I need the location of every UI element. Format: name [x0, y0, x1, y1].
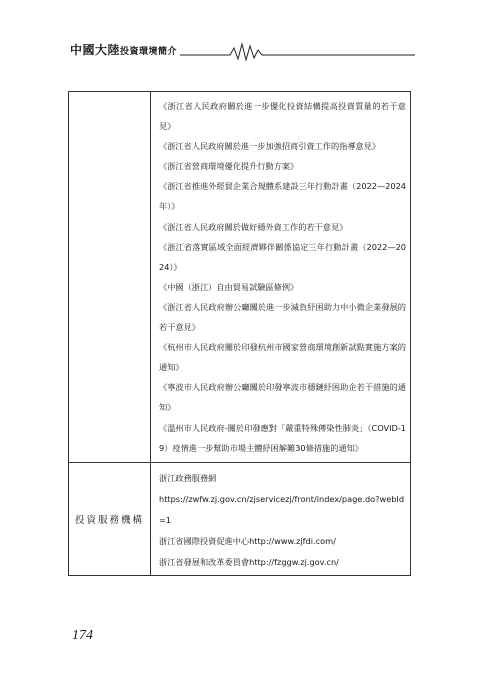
policy-item: 《浙江省人民政府關於做好穩外資工作的若干意見》	[159, 221, 348, 232]
header-title	[70, 41, 177, 58]
policy-item: 《浙江省人民政府關於進一步優化投資結構提高投資質量的若干意見》	[159, 101, 406, 132]
service-link[interactable]: 浙江省國際投資促進中心http://www.zjfdi.com/	[159, 535, 336, 546]
header-title-main: 中國大陸	[70, 43, 121, 57]
policy-label-cell	[69, 92, 151, 463]
service-row	[69, 462, 411, 575]
service-item: 浙江政務服務網	[159, 472, 217, 483]
policy-item: 《浙江省人民政府辦公廳關於進一步減負紓困助力中小微企業發展的若干意見》	[159, 301, 406, 333]
header-title-sub: 投資環境簡介	[120, 47, 178, 57]
policy-item: 《浙江省落實區域全面經濟夥伴關係協定三年行動計畫（2022—2024）》	[159, 241, 406, 272]
service-label: 投資服務機構	[69, 462, 151, 575]
policy-item: 《浙江省營商環境優化提升行動方案》	[159, 161, 299, 172]
policy-item: 《寧波市人民政府辦公廳關於印發寧波市穩鏈紓困助企若干措施的通知》	[159, 382, 406, 413]
service-link[interactable]: https://zwfw.zj.gov.cn/zjservicezj/front/index/page.do?webId=1	[159, 493, 405, 525]
policy-item: 《溫州市人民政府-關於印發應對「嚴重特殊傳染性肺炎」（COVID-19）疫情進一步幫助市場主體紓困解難30條措施的通知》	[159, 422, 406, 453]
service-link[interactable]: 浙江省發展和改革委員會http://fzggw.zj.gov.cn/	[159, 556, 339, 567]
info-table	[68, 91, 411, 576]
page-header	[70, 38, 415, 62]
policy-item: 《浙江省推進外經貿企業合規體系建設三年行動計畫（2022—2024年）》	[159, 181, 406, 212]
policy-item: 《中國（浙江）自由貿易試驗區條例》	[159, 281, 299, 292]
policy-item: 《杭州市人民政府關於印發杭州市國家營商環境創新試點實施方案的通知》	[159, 342, 406, 373]
page-number: 174	[72, 628, 93, 643]
policy-row	[69, 92, 411, 463]
policy-item: 《浙江省人民政府關於進一步加強招商引資工作的指導意見》	[159, 141, 381, 152]
service-list-cell	[151, 462, 411, 575]
policy-list-cell	[151, 92, 411, 463]
